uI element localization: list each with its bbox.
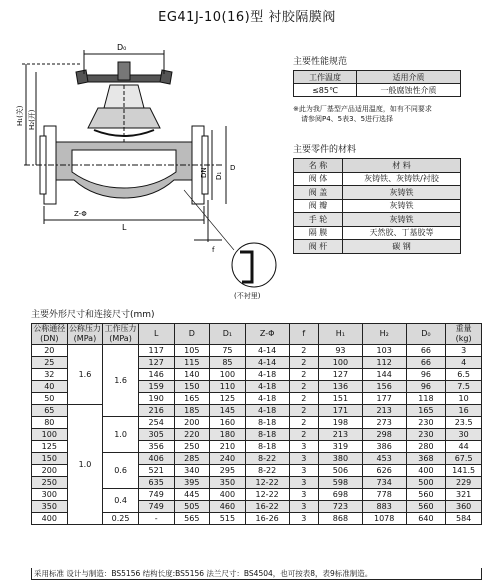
dn-cell: 300 [32,489,68,501]
d-label: D [230,164,236,172]
dims-cell: 229 [446,477,482,489]
materials-title: 主要零件的材料 [293,145,357,155]
f-label: f [212,246,215,254]
dims-cell: 515 [210,513,246,525]
dims-cell: 883 [362,501,406,513]
dims-cell: - [138,513,174,525]
dims-cell: 3 [289,453,319,465]
dims-cell: 368 [406,453,446,465]
dims-cell: 560 [406,501,446,513]
dims-cell: 698 [319,489,363,501]
dims-cell: 8-18 [245,417,289,429]
dims-cell: 4-18 [245,393,289,405]
dims-cell: 16 [446,405,482,417]
mat-header-name: 名 称 [294,159,343,173]
materials-table [293,158,461,254]
dims-cell: 723 [319,501,363,513]
dims-cell: 565 [174,513,210,525]
performance-note [293,104,473,124]
h1-label: H₁(关) [16,105,24,126]
dims-cell: 640 [406,513,446,525]
material-value: 灰铸铁 [343,213,461,227]
dims-cell: 250 [174,441,210,453]
dims-cell: 23.5 [446,417,482,429]
dims-cell: 2 [289,429,319,441]
dims-cell: 198 [319,417,363,429]
h2-label: H₂(开) [28,109,36,130]
working-pressure-cell: 0.6 [103,453,139,489]
dims-cell: 4-14 [245,345,289,357]
dims-cell: 500 [406,477,446,489]
dims-cell: 100 [319,357,363,369]
dims-header: D₀ [406,324,446,345]
dims-cell: 7.5 [446,381,482,393]
dims-cell: 213 [362,405,406,417]
dims-cell: 30 [446,429,482,441]
dims-cell: 96 [406,381,446,393]
dims-cell: 2 [289,381,319,393]
dims-header: 公称压力 (MPa) [68,324,101,343]
dims-cell: 8-22 [245,465,289,477]
dims-cell: 506 [319,465,363,477]
note-line-1: ※此为我厂基型产品适用温度，如有不同要求 [293,105,432,113]
dims-cell: 67.5 [446,453,482,465]
dims-cell: 66 [406,357,446,369]
material-value: 灰铸铁、灰铸铁/衬胶 [343,172,461,186]
dims-cell: 2 [289,417,319,429]
dims-cell: 453 [362,453,406,465]
dims-cell: 10 [446,393,482,405]
dims-cell: 213 [319,429,363,441]
material-row [294,172,461,186]
dims-cell: 146 [138,369,174,381]
material-part: 隔 膜 [294,226,343,240]
dims-cell: 2 [289,345,319,357]
dims-cell: 141.5 [446,465,482,477]
page-title: EG41J-10(16)型 衬胶隔膜阀 [158,10,336,25]
dims-cell: 44 [446,441,482,453]
dims-cell: 356 [138,441,174,453]
dn-cell: 25 [32,357,68,369]
dims-cell: 118 [406,393,446,405]
material-part: 手 轮 [294,213,343,227]
dims-cell: 185 [174,405,210,417]
working-pressure-cell: 1.0 [103,417,139,453]
dims-cell: 340 [174,465,210,477]
working-pressure-cell: 0.25 [103,513,139,525]
dn-cell: 350 [32,501,68,513]
dims-cell: 12-22 [245,489,289,501]
dims-cell: 350 [210,477,246,489]
valve-drawing [14,30,284,305]
dims-cell: 16-26 [245,513,289,525]
dims-cell: 3 [289,489,319,501]
dims-cell: 216 [138,405,174,417]
dims-cell: 2 [289,369,319,381]
dims-cell: 3 [289,441,319,453]
dims-cell: 159 [138,381,174,393]
dims-cell: 400 [210,489,246,501]
material-value: 灰铸铁 [343,186,461,200]
dims-cell: 400 [406,465,446,477]
perf-temp: ≤85℃ [294,84,357,97]
dims-cell: 200 [174,417,210,429]
dims-table [31,323,482,525]
dims-cell: 6.5 [446,369,482,381]
dims-cell: 8-18 [245,441,289,453]
dims-cell: 117 [138,345,174,357]
dims-cell: 778 [362,489,406,501]
dims-cell: 145 [210,405,246,417]
dims-cell: 749 [138,501,174,513]
dims-cell: 4-18 [245,381,289,393]
dims-cell: 3 [289,513,319,525]
dims-cell: 103 [362,345,406,357]
dims-cell: 100 [210,369,246,381]
dims-cell: 285 [174,453,210,465]
dims-cell: 110 [210,381,246,393]
dims-cell: 85 [210,357,246,369]
dims-cell: 2 [289,357,319,369]
mat-header-material: 材 料 [343,159,461,173]
dims-cell: 210 [210,441,246,453]
material-value: 碳 钢 [343,240,461,254]
material-row [294,240,461,254]
dims-cell: 395 [174,477,210,489]
dims-cell: 321 [446,489,482,501]
dims-cell: 406 [138,453,174,465]
dn-label: DN [200,167,208,178]
z-label: Z-Φ [74,210,87,218]
dims-cell: 4-14 [245,357,289,369]
dn-cell: 65 [32,405,68,417]
dims-cell: 156 [362,381,406,393]
dims-cell: 3 [289,501,319,513]
dims-cell: 380 [319,453,363,465]
dims-cell: 12-22 [245,477,289,489]
dims-cell: 298 [362,429,406,441]
dims-cell: 460 [210,501,246,513]
dims-cell: 150 [174,381,210,393]
dims-cell: 115 [174,357,210,369]
dims-header: D [174,324,210,345]
dims-cell: 165 [406,405,446,417]
dims-cell: 75 [210,345,246,357]
dims-cell: 16-22 [245,501,289,513]
dims-cell: 3 [289,477,319,489]
dims-cell: 1078 [362,513,406,525]
d0-label: D₀ [117,43,127,52]
dims-cell: 125 [210,393,246,405]
dims-cell: 144 [362,369,406,381]
dims-row [32,405,482,417]
dims-cell: 584 [446,513,482,525]
dims-cell: 734 [362,477,406,489]
d1-label: D₁ [215,171,223,180]
nominal-pressure-cell: 1.6 [67,345,103,405]
dims-cell: 127 [138,357,174,369]
material-part: 阀 盖 [294,186,343,200]
performance-table [293,70,461,97]
dims-cell: 305 [138,429,174,441]
dims-cell: 8-22 [245,453,289,465]
dims-cell: 165 [174,393,210,405]
perf-header-temp: 工作温度 [294,71,357,84]
dims-header: D₁ [210,324,246,345]
dims-cell: 273 [362,417,406,429]
dims-header: f [289,324,319,345]
dims-header: H₂ [362,324,406,345]
dims-cell: 386 [362,441,406,453]
dims-cell: 4 [446,357,482,369]
dn-cell: 50 [32,393,68,405]
dims-cell: 4-18 [245,405,289,417]
dims-header: 公称通径 (DN) [33,324,66,343]
dims-cell: 560 [406,489,446,501]
material-row [294,226,461,240]
working-pressure-cell: 1.6 [103,345,139,417]
dn-cell: 125 [32,441,68,453]
dims-row [32,345,482,357]
dn-cell: 32 [32,369,68,381]
dims-cell: 635 [138,477,174,489]
dims-cell: 112 [362,357,406,369]
dn-cell: 200 [32,465,68,477]
dims-cell: 220 [174,429,210,441]
nominal-pressure-cell: 1.0 [67,405,103,525]
dims-cell: 230 [406,417,446,429]
material-row [294,213,461,227]
dims-cell: 295 [210,465,246,477]
material-row [294,199,461,213]
dims-cell: 360 [446,501,482,513]
dims-cell: 105 [174,345,210,357]
dims-cell: 93 [319,345,363,357]
dn-cell: 400 [32,513,68,525]
dims-cell: 151 [319,393,363,405]
dims-cell: 626 [362,465,406,477]
dims-cell: 3 [289,465,319,477]
dn-cell: 150 [32,453,68,465]
dn-cell: 250 [32,477,68,489]
dims-cell: 3 [446,345,482,357]
working-pressure-cell: 0.4 [103,489,139,513]
dims-cell: 136 [319,381,363,393]
dims-cell: 749 [138,489,174,501]
dn-cell: 80 [32,417,68,429]
dims-title: 主要外形尺寸和连接尺寸(mm) [31,310,155,320]
material-part: 阀 体 [294,172,343,186]
dims-cell: 445 [174,489,210,501]
dims-cell: 240 [210,453,246,465]
dims-footer: 采用标准 设计与制造：BS5156 结构长度:BS5156 法兰尺寸：BS4504，也可按表8，表9标准制造。 [31,568,482,580]
dims-header: H₁ [319,324,363,345]
perf-media: 一般腐蚀性介质 [357,84,461,97]
dims-cell: 190 [138,393,174,405]
dims-cell: 96 [406,369,446,381]
dims-cell: 254 [138,417,174,429]
material-part: 阀 杆 [294,240,343,254]
dims-header: 重量 (kg) [446,324,482,345]
dims-cell: 598 [319,477,363,489]
material-part: 阀 瓣 [294,199,343,213]
dims-cell: 177 [362,393,406,405]
dims-cell: 4-18 [245,369,289,381]
perf-header-media: 适用介质 [357,71,461,84]
material-value: 天然胶、丁基胶等 [343,226,461,240]
dims-header: Z-Φ [245,324,289,345]
detail-caption: (不衬里) [234,292,261,300]
dims-header: L [138,324,174,345]
dn-cell: 40 [32,381,68,393]
performance-title: 主要性能规范 [293,57,348,67]
dims-cell: 180 [210,429,246,441]
dn-cell: 100 [32,429,68,441]
dims-cell: 66 [406,345,446,357]
dims-cell: 319 [319,441,363,453]
dims-cell: 230 [406,429,446,441]
dims-cell: 521 [138,465,174,477]
l-label: L [122,223,127,232]
material-row [294,186,461,200]
dims-cell: 127 [319,369,363,381]
dims-cell: 505 [174,501,210,513]
dims-cell: 868 [319,513,363,525]
dims-cell: 2 [289,393,319,405]
dn-cell: 20 [32,345,68,357]
material-value: 灰铸铁 [343,199,461,213]
dims-cell: 160 [210,417,246,429]
dims-cell: 2 [289,405,319,417]
note-line-2: 请参阅P4、5表3、5进行选择 [301,115,394,123]
dims-cell: 8-18 [245,429,289,441]
dims-header: 工作压力 (MPa) [104,324,137,343]
dims-cell: 140 [174,369,210,381]
dims-cell: 171 [319,405,363,417]
dims-cell: 280 [406,441,446,453]
